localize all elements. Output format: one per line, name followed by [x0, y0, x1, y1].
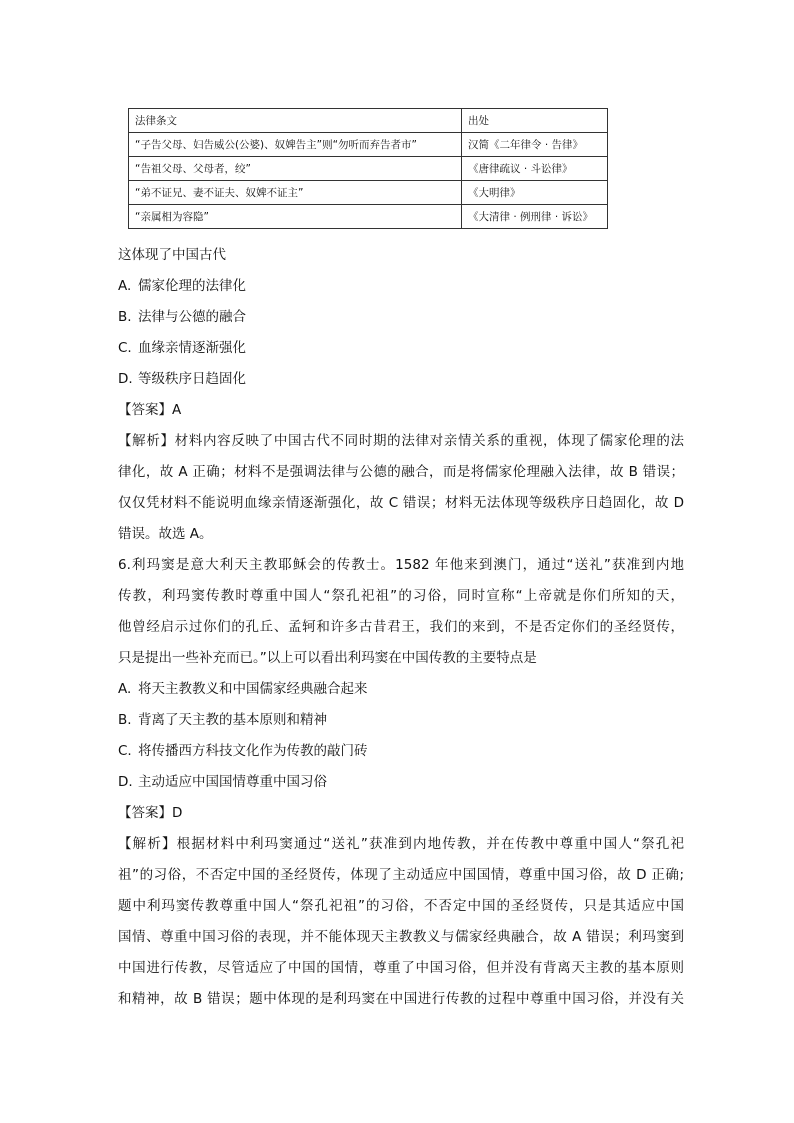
- q5-option-b: [118, 302, 684, 333]
- row-source: 汉简《二年律令 · 告律》: [462, 133, 608, 157]
- q6-option-b: [118, 705, 684, 736]
- option-text: 背离了天主教的基本原则和精神: [138, 712, 327, 728]
- q6-analysis-line: 和精神，故 B 错误；题中体现的是利玛窦在中国进行传教的过程中尊重中国习俗，并没有关: [118, 991, 684, 1007]
- q6-analysis-line: 题中利玛窦传教尊重中国人“祭孔祀祖”的习俗，不否定中国的圣经贤传，只是其适应中国: [118, 898, 684, 914]
- q5-analysis-line: 仅仅凭材料不能说明血缘亲情逐渐强化，故 C 错误；材料无法体现等级秩序日趋固化，故 D: [118, 495, 684, 511]
- option-letter: B.: [118, 712, 132, 728]
- option-letter: B.: [118, 309, 132, 325]
- option-text: 等级秩序日趋固化: [138, 371, 246, 387]
- row-clause: “亲属相为容隐”: [129, 205, 462, 229]
- row-clause: “弟不证兄、妻不证夫、奴婢不证主”: [129, 181, 462, 205]
- q5-answer: 【答案】A: [118, 402, 182, 418]
- option-letter: A.: [118, 278, 132, 294]
- table-row: [129, 133, 608, 157]
- row-clause: “子告父母、妇告威公(公婆)、奴婢告主”则“勿听而弃告者市”: [129, 133, 462, 157]
- q6-option-c: [118, 736, 684, 767]
- q5-option-a: [118, 271, 684, 302]
- option-letter: D.: [118, 371, 133, 387]
- q6-stem-line: 他曾经启示过你们的孔丘、孟轲和许多古昔君王，我们的来到，不是否定你们的圣经贤传，: [118, 619, 684, 635]
- q6-analysis-line: 祖”的习俗，不否定中国的圣经贤传，体现了主动适应中国国情，尊重中国习俗，故 D 正确;: [118, 867, 684, 883]
- row-source: 《大清律 · 例刑律 · 诉讼》: [462, 205, 608, 229]
- q6-stem-line: 6.利玛窦是意大利天主教耶稣会的传教士。1582 年他来到澳门，通过“送礼”获准到内地: [118, 557, 684, 573]
- option-text: 法律与公德的融合: [138, 309, 246, 325]
- q6-option-a: [118, 674, 684, 705]
- q5-analysis-line: 律化，故 A 正确；材料不是强调法律与公德的融合，而是将儒家伦理融入法律，故 B 错误；: [118, 464, 684, 480]
- q5-analysis-line: 【解析】材料内容反映了中国古代不同时期的法律对亲情关系的重视，体现了儒家伦理的法: [118, 433, 684, 449]
- option-text: 血缘亲情逐渐强化: [138, 340, 246, 356]
- table-header-row: [129, 109, 608, 133]
- option-letter: C.: [118, 340, 132, 356]
- option-text: 主动适应中国国情尊重中国习俗: [138, 774, 327, 790]
- row-source: 《大明律》: [462, 181, 608, 205]
- q6-analysis-line: 国情、尊重中国习俗的表现，并不能体现天主教教义与儒家经典融合，故 A 错误；利玛窦到: [118, 929, 684, 945]
- option-text: 儒家伦理的法律化: [138, 278, 246, 294]
- option-letter: A.: [118, 681, 132, 697]
- table-row: [129, 181, 608, 205]
- q6-analysis-line: 中国进行传教，尽管适应了中国的国情，尊重了中国习俗，但并没有背离天主教的基本原则: [118, 960, 684, 976]
- q6-option-d: [118, 767, 684, 798]
- row-clause: “告祖父母、父母者，绞”: [129, 157, 462, 181]
- q6-stem-line: 传教，利玛窦传教时尊重中国人“祭孔祀祖”的习俗，同时宣称“上帝就是你们所知的天，: [118, 588, 684, 604]
- law-table: [128, 108, 608, 229]
- q6-analysis-line: 【解析】根据材料中利玛窦通过“送礼”获准到内地传教，并在传教中尊重中国人“祭孔祀: [118, 836, 684, 852]
- option-letter: D.: [118, 774, 133, 790]
- row-source: 《唐律疏议 · 斗讼律》: [462, 157, 608, 181]
- option-text: 将传播西方科技文化作为传教的敲门砖: [138, 743, 368, 759]
- table-row: [129, 205, 608, 229]
- question-content: [118, 240, 684, 1015]
- header-clause: 法律条文: [129, 109, 462, 133]
- header-source: 出处: [462, 109, 608, 133]
- q5-option-c: [118, 333, 684, 364]
- option-text: 将天主教教义和中国儒家经典融合起来: [138, 681, 368, 697]
- option-letter: C.: [118, 743, 132, 759]
- q6-answer: 【答案】D: [118, 805, 183, 821]
- q5-analysis-line: 错误。故选 A。: [118, 526, 213, 542]
- q6-stem-line: 只是提出一些补充而已。”以上可以看出利玛窦在中国传教的主要特点是: [118, 650, 537, 666]
- q5-option-d: [118, 364, 684, 395]
- q5-stem: 这体现了中国古代: [118, 247, 226, 263]
- table-row: [129, 157, 608, 181]
